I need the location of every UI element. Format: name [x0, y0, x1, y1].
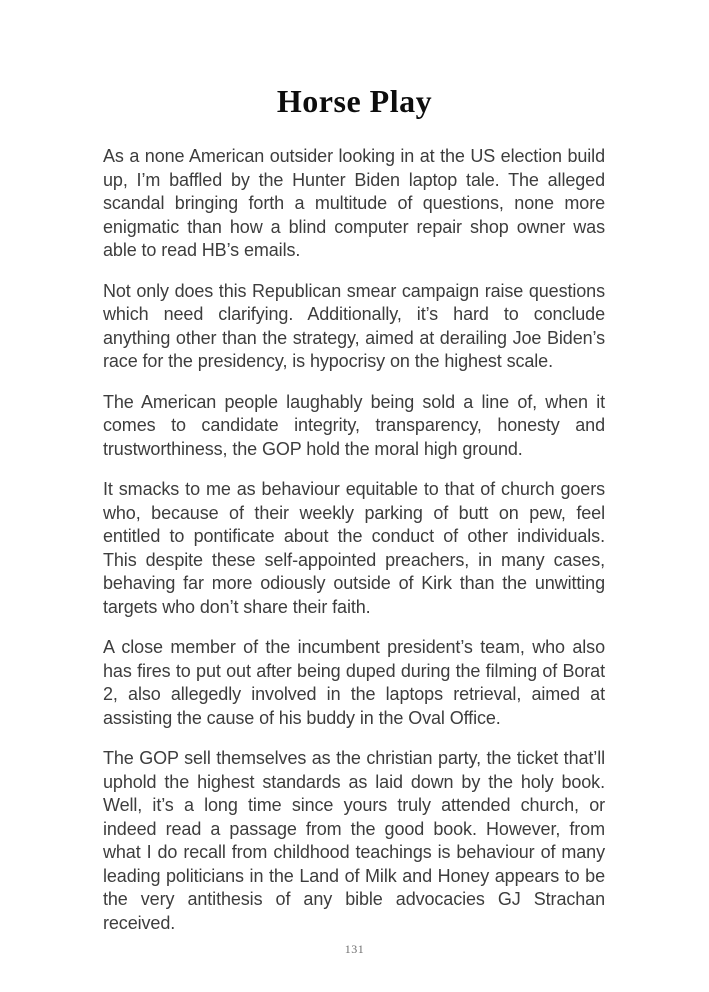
paragraph: A close member of the incumbent president’s team, who also has fires to put out after being duped during the filming of Borat 2, also allegedly involved in the laptops retrieval, aimed at assisting the cause of his buddy in the Oval Office. — [103, 637, 605, 728]
page-title: Horse Play — [276, 83, 433, 119]
page-number: 131 — [344, 942, 365, 956]
paragraph: Not only does this Republican smear campaign raise questions which need clarifying. Additionally, it’s hard to conclude anything other than the strategy, aimed at derailing Joe Biden’s race for the presidency, is hypocrisy on the highest scale. — [103, 280, 605, 371]
paragraph: It smacks to me as behaviour equitable to that of church goers who, because of their weekly parking of butt on pew, feel entitled to pontificate about the conduct of other individuals. This despite these self-appointed preachers, in many cases, behaving far more odiously outside of Kirk than the unwitting targets who don’t share their faith. — [103, 479, 605, 617]
paragraph: As a none American outsider looking in at the US election build up, I’m baffled by the Hunter Biden laptop tale. The alleged scandal bringing forth a multitude of questions, none more enigmatic than how a blind computer repair shop owner was able to read HB’s emails. — [103, 146, 605, 260]
paragraph: The GOP sell themselves as the christian party, the ticket that’ll uphold the highest standards as laid down by the holy book. Well, it’s a long time since yours truly attended church, or indeed read a passage from the good book. However, from what I do recall from childhood teachings is behaviour of many leading politicians in the Land of Milk and Honey appears to be the very antithesis of any bible advocacies GJ Strachan received. — [103, 748, 605, 933]
paragraph: The American people laughably being sold a line of, when it comes to candidate integrity, transparency, honesty and trustworthiness, the GOP hold the moral high ground. — [103, 391, 605, 459]
page-footer — [0, 940, 709, 958]
article-body — [103, 145, 605, 935]
